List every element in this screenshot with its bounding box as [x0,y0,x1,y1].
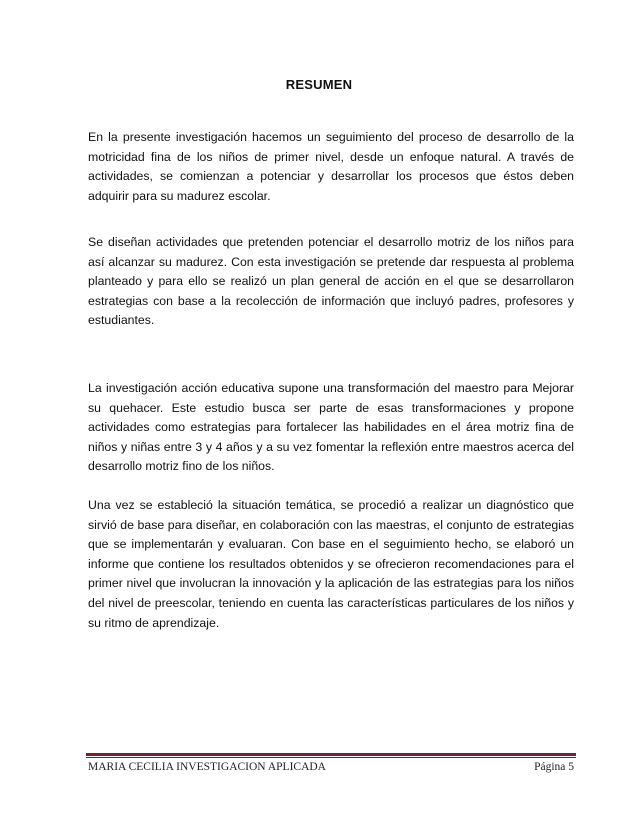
paragraph-2: Se diseñan actividades que pretenden potenciar el desarrollo motriz de los niños para así alcanzar su madurez. Con esta investigación se pretende dar respuesta al problema planteado y para ello se realizó un plan general de acción en el que se desarrollaron estrategias con base a la recolección de información que incluyó padres, profesores y estudiantes. [88,235,574,328]
footer-page-number: Página 5 [534,761,574,773]
footer-author-title: MARIA CECILIA INVESTIGACION APLICADA [88,761,326,773]
paragraph-3: La investigación acción educativa supone una transformación del maestro para Mejorar su quehacer. Este estudio busca ser parte de esas transformaciones y propone actividades como estrategias para fortalecer las habilidades en el área motriz fina de niños y niñas entre 3 y 4 años y a su vez fomentar la reflexión entre maestros acerca del desarrollo motriz fino de los niños. [88,381,574,474]
footer-divider-thin [86,757,576,758]
page-title: RESUMEN [285,77,353,92]
paragraph-1: En la presente investigación hacemos un seguimiento del proceso de desarrollo de la motricidad fina de los niños de primer nivel, desde un enfoque natural. A través de actividades, se comienzan a potenciar y desarrollar los procesos que éstos deben adquirir para su madurez escolar. [88,130,574,203]
footer-divider [86,753,576,756]
paragraph-4: Una vez se estableció la situación temática, se procedió a realizar un diagnóstico que sirvió de base para diseñar, en colaboración con las maestras, el conjunto de estrategias que se implementarán y evaluaran. Con base en el seguimiento hecho, se elaboró un informe que contiene los resultados obtenidos y se ofrecieron recomendaciones para el primer nivel que involucran la innovación y la aplicación de las estrategias para los niños del nivel de preescolar, teniendo en cuenta las características particulares de los niños y su ritmo de aprendizaje. [88,498,574,630]
